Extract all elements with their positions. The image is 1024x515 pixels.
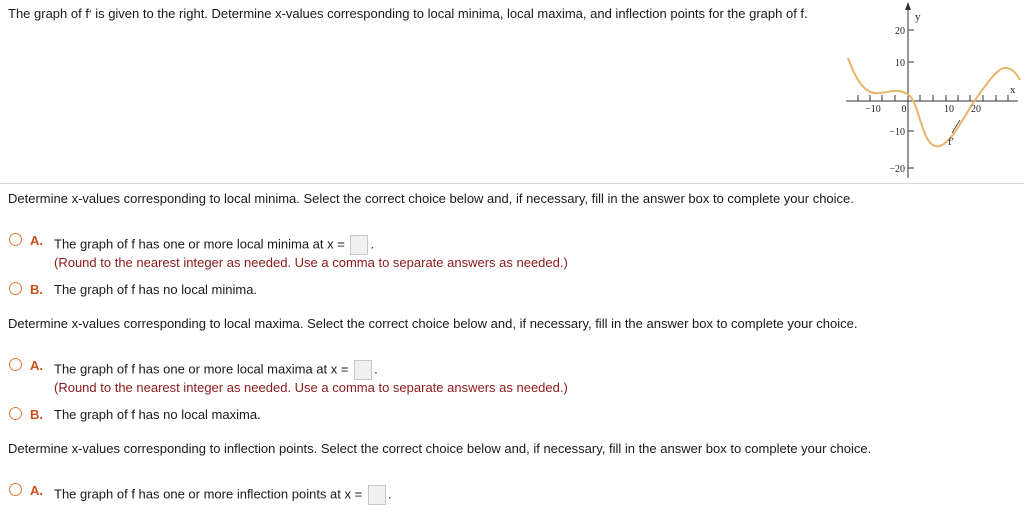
question-intro-before: The graph of f bbox=[8, 6, 89, 21]
maxima-option-b-text: The graph of f has no local maxima. bbox=[54, 407, 261, 422]
inflection-option-a bbox=[54, 485, 391, 505]
maxima-option-b-radio[interactable] bbox=[9, 407, 22, 420]
question-text bbox=[8, 6, 848, 22]
x-ticks bbox=[858, 95, 1008, 101]
period: . bbox=[374, 361, 378, 377]
y-axis-arrow bbox=[905, 2, 911, 10]
maxima-option-a bbox=[54, 360, 378, 380]
minima-option-a-letter: A. bbox=[30, 233, 43, 248]
x-tick-label: 10 bbox=[944, 104, 954, 115]
minima-option-a-text: The graph of f has one or more local minima at x = bbox=[54, 236, 345, 252]
maxima-answer-box[interactable] bbox=[354, 360, 372, 380]
inflection-prompt: Determine x-values corresponding to inflection points. Select the correct choice below and, if necessary, fill in the answer box to complete your choice. bbox=[8, 441, 872, 456]
minima-option-b-text: The graph of f has no local minima. bbox=[54, 282, 258, 297]
minima-option-b-letter: B. bbox=[30, 282, 43, 297]
maxima-prompt: Determine x-values corresponding to local maxima. Select the correct choice below and, if necessary, fill in the answer box to complete your choice. bbox=[8, 316, 858, 331]
period: . bbox=[387, 486, 392, 502]
section-divider bbox=[0, 183, 1024, 184]
x-tick-label: 0 bbox=[901, 104, 907, 115]
question-intro-after: is given to the right. Determine x-values corresponding to local minima, local maxima, and inflection points for the graph of f. bbox=[91, 6, 808, 21]
maxima-option-b-letter: B. bbox=[30, 407, 43, 422]
minima-hint: (Round to the nearest integer as needed. Use a comma to separate answers as needed.) bbox=[54, 255, 568, 270]
x-tick-label: −10 bbox=[865, 104, 881, 115]
maxima-option-a-letter: A. bbox=[30, 358, 43, 373]
inflection-option-a-letter: A. bbox=[30, 483, 43, 498]
y-tick-label: 20 bbox=[895, 26, 905, 37]
curve-label: f′ bbox=[948, 136, 955, 148]
minima-prompt: Determine x-values corresponding to local minima. Select the correct choice below and, if necessary, fill in the answer box to complete your choice. bbox=[8, 191, 854, 206]
minima-option-b-radio[interactable] bbox=[9, 282, 22, 295]
minima-answer-box[interactable] bbox=[350, 235, 368, 255]
x-axis-label: x bbox=[1010, 84, 1016, 96]
minima-option-a-radio[interactable] bbox=[9, 233, 22, 246]
maxima-hint: (Round to the nearest integer as needed. Use a comma to separate answers as needed.) bbox=[54, 380, 568, 395]
f-prime-curve bbox=[848, 58, 1020, 146]
x-tick-label: 20 bbox=[971, 104, 981, 115]
maxima-option-a-radio[interactable] bbox=[9, 358, 22, 371]
inflection-option-a-text: The graph of f has one or more inflection points at x = bbox=[54, 486, 363, 502]
inflection-answer-box[interactable] bbox=[368, 485, 386, 505]
minima-option-a bbox=[54, 235, 374, 255]
question-intro-prime: ′ bbox=[88, 7, 92, 21]
y-tick-label: −20 bbox=[889, 164, 905, 175]
y-tick-label: 10 bbox=[895, 58, 905, 69]
maxima-option-a-text: The graph of f has one or more local maxima at x = bbox=[54, 361, 349, 377]
y-axis-label: y bbox=[915, 11, 921, 23]
period: . bbox=[370, 236, 375, 252]
y-tick-label: −10 bbox=[889, 127, 905, 138]
derivative-graph bbox=[836, 0, 1024, 182]
inflection-option-a-radio[interactable] bbox=[9, 483, 22, 496]
